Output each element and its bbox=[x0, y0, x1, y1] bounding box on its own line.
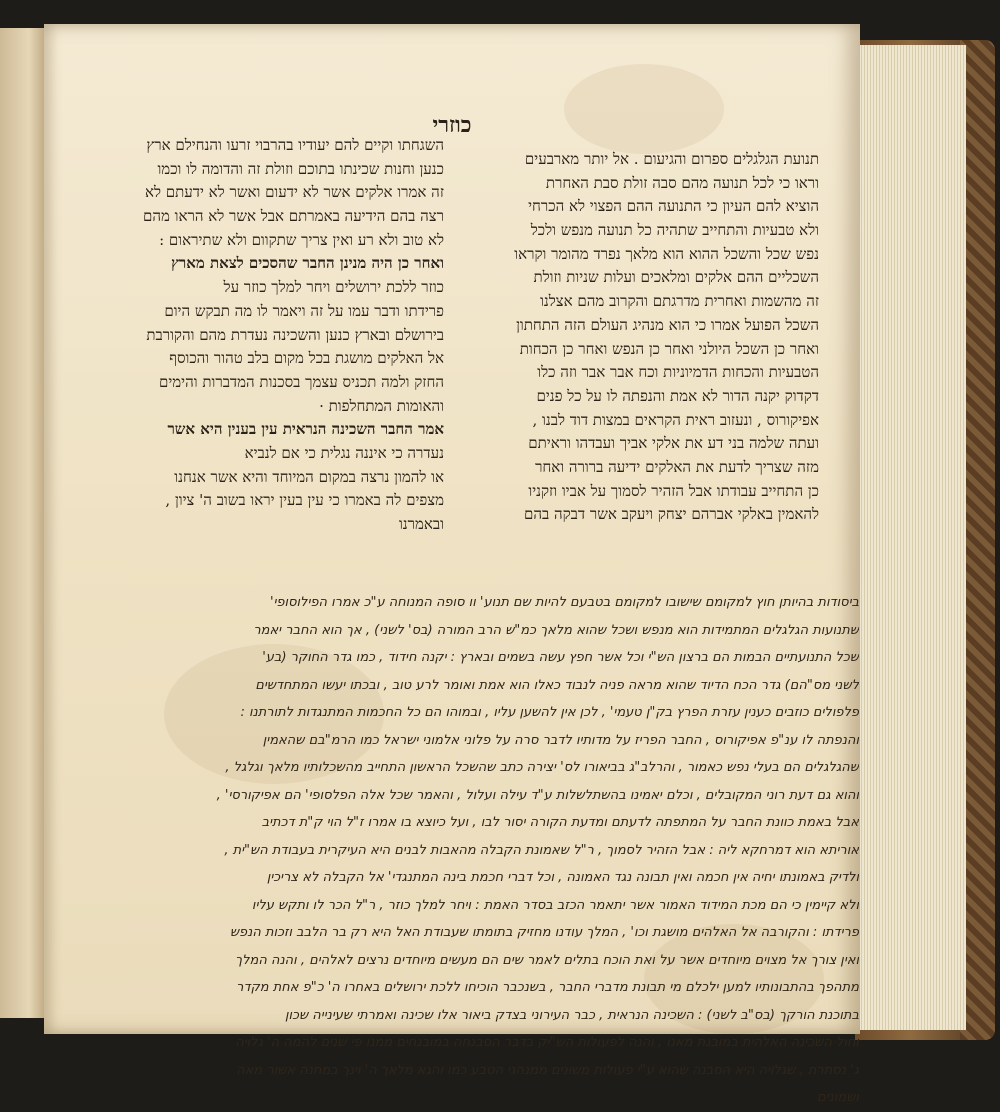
text-line: פלפולים כוזבים כענין עזרת הפרץ בק"ן טעמי' , לכן אין להשען עליו , ובמוהו הם כל החכמות המתנגדות לתורתנו : bbox=[240, 705, 859, 720]
text-line: השגחתו וקיים להם יעודיו בהרבוי זרעו והנחילם ארץ bbox=[146, 136, 444, 154]
text-line: ולא קיימין כי הם מכת המידוד האמור אשר יתאמר הכזב בסדר האמת : ויחר למלך כוזר , ר"ל הכר לו ותקש עליו bbox=[251, 897, 859, 913]
text-line: ביסודות בהיותן חוץ למקומם שישובו למקומם בטבעם להיות שם תנוע' וו סופה המנוחה ע"כ אמרו הפילוסופי' bbox=[269, 595, 859, 610]
text-line: והנפתה לו ענ"פ אפיקורוס , החבר הפריז על מדותיו לדבר סרה על פלוני אלמוני ישראל כמו הרמ"בם שהאמין bbox=[262, 732, 859, 748]
text-line: ולדיק באמונתו יחיה אין חכמה ואין תבונה נגד האמונה , וכל דברי חכמת בינה המתנגדי' אל הקבלה לא צריכין bbox=[266, 870, 859, 885]
text-line: נעדרה כי איננה נגלית כי אם לנביא bbox=[244, 443, 444, 462]
book-page bbox=[44, 24, 860, 1105]
text-line: נפש שכל והשכל ההוא הוא מלאך נפרד מהומר וקראו bbox=[514, 244, 819, 263]
text-line: בתוכנת הורקך (בס"ב לשני) : השכינה הנראית , כבר העירוני בצדק ביאור אלו שכינה ואמרתי שעינייה שכון bbox=[285, 1007, 859, 1023]
text-line: החזק ולמה תכניס עצמך בסכנות המדברות והימים bbox=[159, 372, 444, 391]
text-line: הטבעיות והכחות הדמיוניות וכח אבר אבר וזה כלו bbox=[537, 363, 819, 382]
text-line: שהגלגלים הם בעלי נפש כאמור , והרלב"ג בביאורו לס' יצירה כתב שהשכל הראשון התחייב מהשכלותיו מלאך וגלגל , bbox=[225, 760, 859, 775]
right-text-column bbox=[454, 148, 819, 527]
text-line: כוזר ללכת ירושלים ויחר למלך כוזר על bbox=[223, 278, 444, 297]
text-line: מתהפך בהתבונותיו למען ילכלם מי תבונת מדברי החבר , בשנכבר הוכיחו ללכת ירושלים באחרו ה' כ"פ אחת מקדר bbox=[236, 980, 859, 995]
text-line: והוא גם דעת רוני המקובלים , וכלם יאמינו בהשתלשלות ע"ד עילה ועלול , והאמר שכל אלה הפלסופי' הם אפיקורסי' , bbox=[216, 787, 859, 803]
text-line: וראו כי לכל תנועה מהם סבה זולת סבת האחרת bbox=[545, 173, 819, 192]
text-line: להאמין באלקי אברהם יצחק ויעקב אשר דבקה בהם bbox=[524, 505, 819, 524]
text-line: זה מהשמות ואחרית מדרגתם והקרוב מהם אצלנו bbox=[540, 292, 819, 311]
text-line: והאומות המתחלפות · bbox=[319, 396, 444, 415]
text-line: ובאמרנו bbox=[398, 515, 444, 533]
text-line: זה אמרו אלקים אשר לא ידעום ואשר לא ידעתם לא bbox=[144, 183, 444, 202]
text-line: תנועת הגלגלים ספרום והגיעום . אל יותר מארבעים bbox=[524, 150, 819, 168]
text-line: ואין צורך אל מצוים מיוחדים אשר על ואת הוכח בתלים לאמר שים הם מעשים מיוחדים נרצים לאלהים , והנה המלך bbox=[235, 952, 859, 968]
text-line: ולא טבעיות והתחייב שתהיה כל תנועה מנפש ולכל bbox=[530, 221, 819, 240]
text-line: כנען וחנות שכינתו בתוכם וזולת זה והדומה לו וכמו bbox=[157, 159, 444, 178]
running-header: כוזרי bbox=[432, 112, 472, 138]
text-line: מצפים לה באמרו כי עין בעין יראו בשוב ה' ציון , bbox=[165, 491, 444, 510]
left-page-edge bbox=[0, 28, 49, 1018]
text-line: לא טוב ולא רע ואין צריך שתקוום ולא שתיראום : bbox=[159, 230, 444, 249]
text-line: ואחר כן השכל היולני ואחר כן הנפש ואחר כן הכחות bbox=[519, 339, 819, 358]
text-line: שכל התנועתיים הבמות הם ברצון הש"י וכל אשר חפץ עשה בשמים ובארץ : יקנה חידוד , כמו גדר החוקר (בע' bbox=[262, 650, 859, 665]
text-line: פרידתו : והקורבה אל האלהים מושגת וכו' , המלך עודנו מחזיק בתומתו שעבודת האל היא רק בר הלבב וזכות הנפש bbox=[229, 925, 859, 940]
text-line: ואחר כן היה מנינן החבר שהסכים לצאת מארץ bbox=[171, 254, 444, 273]
text-line: מזה שצריך לדעת את האלקים ידיעה ברורה ואחר bbox=[535, 457, 819, 476]
text-line: פרידתו ודבר עמו על זה ויאמר לו מה תבקש היום bbox=[164, 301, 444, 320]
text-line: אל האלקים מושגת בכל מקום בלב טהור והכוסף bbox=[169, 349, 444, 368]
text-line: דקדוק יקנה הדור לא אמת והנפתה לו על כל פנים bbox=[536, 386, 819, 405]
commentary-block bbox=[114, 589, 859, 1112]
text-line: או להמון נרצה במקום המיוחד והיא אשר אנחנו bbox=[174, 467, 444, 486]
text-line: כן התחייב עבודתו אבל הזהיר לסמוך על אביו וזקניו bbox=[528, 481, 819, 500]
text-line: השכל הפועל אמרו כי הוא מנהיג העולם הזה התחתון bbox=[516, 315, 819, 334]
text-line: אמר החבר השכינה הנראית עין בענין היא אשר bbox=[167, 420, 444, 439]
text-line: ועתה שלמה בני דע את אלקי אביך ועבדהו וראיתם bbox=[528, 434, 819, 453]
paper-stain bbox=[564, 64, 724, 154]
text-line: אפיקורוס , ונעזוב ראית הקראים במצות דוד לבנו , bbox=[532, 410, 819, 429]
text-line: וחול השכינה האלהית במובנת מאנו , והנה לפעולות הש"יק בדבר הסבנחה במובנחים ממנו פי שנים להמה ה' גלויה bbox=[235, 1035, 859, 1050]
page-edges bbox=[855, 45, 966, 1030]
text-line: השכליים ההם אלקים ומלאכים ועלות שניות וזולת bbox=[533, 268, 819, 287]
text-line: לשני מס"הם) גדר הכח הדיוד שהוא מראה פניה לנבוד כאלו הוא אמת ואומר לרע טוב , ובכתו יעשו המתחדשים bbox=[255, 677, 859, 693]
text-line: רצה בהם הידיעה באמרתם אבל אשר לא הראו מהם bbox=[142, 207, 444, 226]
text-line: אבל באמת כוונת החבר על המתפתה לדעתם ומדעת הקורה יסור לבו , ועל כיוצא בו אמרו ז"ל הוי ק"ת דכתיב bbox=[261, 815, 859, 830]
text-line: ג' נסתרת , שגלויה היא הסבנה שהוא ע"י פעולות משונים ממנהגי הטבע כמו והגא מלאך ה' וינך במחנה אשור מאה bbox=[236, 1062, 859, 1078]
text-line: בירושלם ובארץ כנען והשכינה נעדרת מהם והקורבת bbox=[146, 325, 444, 344]
text-line: שתנועות הגלגלים המתמידות הוא מנפש ושכל שהוא מלאך כמ"ש הרב המורה (בס' לשני) , אך הוא החבר יאמר bbox=[253, 622, 859, 638]
left-text-column bbox=[114, 134, 444, 537]
text-line: ושמונים bbox=[817, 1090, 859, 1105]
text-line: הוציא להם העיון כי התנועה ההם הפצוי לא הכרחי bbox=[528, 197, 819, 216]
text-line: אוריתא הוא דמרחקא ליה : אבל הזהיר לסמוך , ר"ל שאמונת הקבלה מהאבות לבנים היא העיקרית בעבודת הש"ית , bbox=[224, 842, 859, 858]
